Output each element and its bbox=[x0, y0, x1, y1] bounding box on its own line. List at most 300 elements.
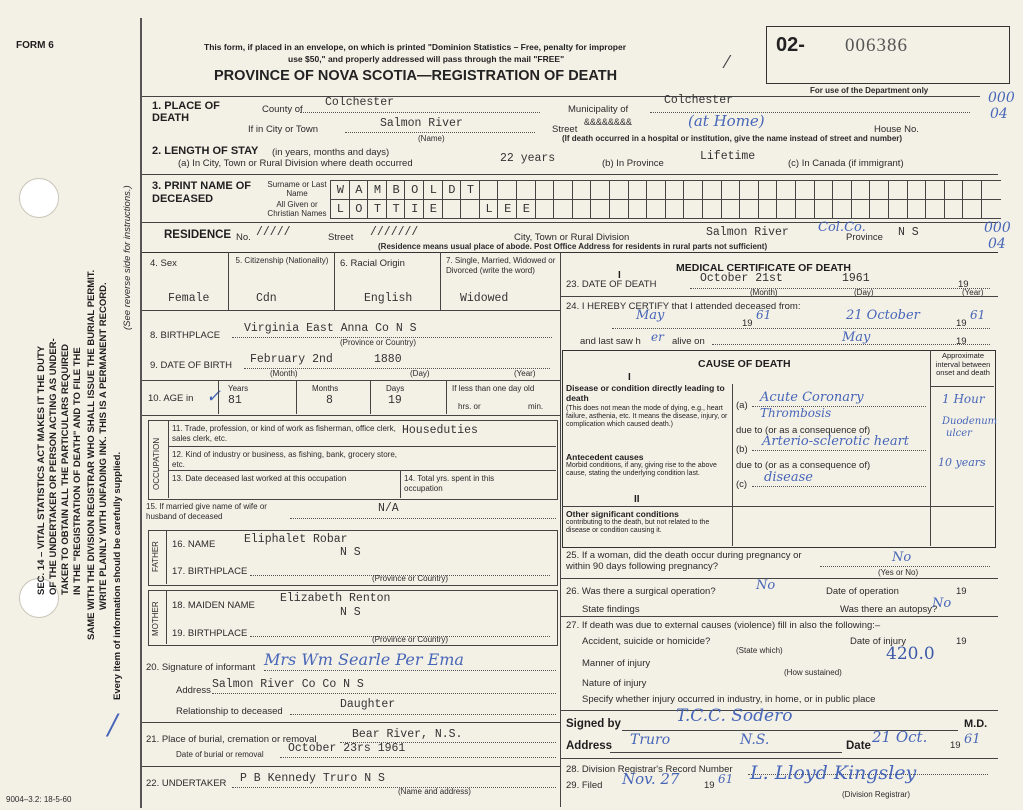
residence-code-2: 04 bbox=[988, 236, 1006, 252]
occupation-side-label: OCCUPATION bbox=[152, 437, 161, 490]
code-number: 420.0 bbox=[886, 644, 935, 664]
relationship-value: Daughter bbox=[340, 698, 396, 711]
mother-maiden-label: 18. MAIDEN NAME bbox=[172, 600, 255, 611]
physician-date: 21 Oct. bbox=[872, 728, 928, 746]
given-letter-cell bbox=[851, 199, 871, 219]
hours-label: hrs. or bbox=[458, 402, 481, 411]
state-which-caption: (State which) bbox=[736, 646, 783, 655]
date-operation-label: Date of operation bbox=[826, 586, 899, 597]
marital-status-label: 7. Single, Married, Widowed or Divorced (write the word) bbox=[446, 256, 556, 275]
dept-code-1: 000 bbox=[988, 90, 1015, 106]
dept-code-2: 04 bbox=[990, 106, 1008, 122]
given-letter-cell bbox=[442, 199, 462, 219]
residence-province-value: N S bbox=[898, 226, 919, 239]
rule bbox=[296, 380, 297, 414]
father-side-label: FATHER bbox=[151, 541, 160, 572]
street-handwritten: (at Home) bbox=[688, 112, 765, 130]
envelope-notice-2: use $50," and properly addressed will pass through the mail "FREE" bbox=[288, 54, 565, 64]
rule bbox=[560, 758, 998, 759]
rule bbox=[612, 328, 990, 329]
accident-label: Accident, suicide or homicide? bbox=[582, 636, 711, 647]
surname-letter-cell bbox=[869, 180, 889, 200]
given-letter-cell bbox=[460, 199, 480, 219]
given-letter-cell bbox=[869, 199, 889, 219]
date-operation-century: 19 bbox=[956, 586, 967, 597]
signed-by-label: Signed by bbox=[566, 718, 621, 730]
surname-letter-cell: O bbox=[404, 180, 424, 200]
racial-origin-label: 6. Racial Origin bbox=[340, 258, 405, 269]
county-label: County of bbox=[262, 104, 303, 115]
rule bbox=[142, 722, 560, 723]
md-label: M.D. bbox=[964, 718, 988, 730]
surname-letter-cell bbox=[888, 180, 908, 200]
pregnancy-question: 25. If a woman, did the death occur during pregnancy or within 90 days following pregnancy? bbox=[566, 550, 802, 572]
yes-no-caption: (Yes or No) bbox=[878, 568, 919, 577]
rule bbox=[930, 386, 994, 387]
surname-letter-cell bbox=[516, 180, 536, 200]
undertaker-value: P B Kennedy Truro N S bbox=[240, 772, 385, 785]
residence-city-label: City, Town or Rural Division bbox=[514, 232, 630, 243]
given-letter-cell bbox=[590, 199, 610, 219]
form-number: FORM 6 bbox=[16, 40, 54, 51]
given-letter-cell: E bbox=[423, 199, 443, 219]
date-of-death-century: 19 bbox=[958, 279, 969, 290]
side-line-3: TAKER TO OBTAIN ALL THE PARTICULARS REQUIRED bbox=[60, 343, 71, 595]
spouse-label: 15. If married give name of wife or husband of deceased bbox=[146, 502, 267, 521]
center-divider bbox=[560, 252, 561, 807]
rule bbox=[562, 506, 994, 507]
interval-header: Approximate interval between onset and death bbox=[935, 351, 991, 377]
record-number-label: 28. Division Registrar's Record Number bbox=[566, 764, 733, 775]
surname-letter-cell: T bbox=[460, 180, 480, 200]
disease-sub: (This does not mean the mode of dying, e.g., heart failure, asthenia, etc. It means the disease, injury, or complication which caused death.) bbox=[566, 405, 728, 428]
date-injury-century: 19 bbox=[956, 636, 967, 647]
surname-letter-cell bbox=[479, 180, 499, 200]
age-check-mark: ✓ bbox=[206, 386, 222, 407]
tick-mark: ⁄ bbox=[726, 52, 730, 72]
given-letter-cell: L bbox=[330, 199, 350, 219]
given-letter-cell bbox=[572, 199, 592, 219]
given-letter-cell bbox=[628, 199, 648, 219]
street-label: Street bbox=[552, 124, 578, 135]
given-letter-cell bbox=[776, 199, 796, 219]
given-letter-cell bbox=[981, 199, 1001, 219]
disease-label: Disease or condition directly leading to death bbox=[566, 383, 725, 403]
given-letter-cell bbox=[758, 199, 778, 219]
less-than-day-label: If less than one day old bbox=[452, 384, 535, 393]
informant-address-label: Address bbox=[176, 685, 211, 696]
pregnancy-answer: No bbox=[892, 550, 912, 565]
surname-letter-cell bbox=[609, 180, 629, 200]
residence-street-label: Street bbox=[328, 232, 354, 243]
residence-no-label: No. bbox=[236, 232, 251, 243]
pen-mark: / bbox=[108, 708, 118, 741]
surname-letter-cell bbox=[646, 180, 666, 200]
attended-to: 21 October bbox=[846, 308, 920, 323]
surname-letter-cell bbox=[702, 180, 722, 200]
rule bbox=[690, 288, 990, 289]
rule bbox=[400, 470, 401, 498]
dob-month-day: February 2nd bbox=[250, 353, 333, 366]
date-injury-label: Date of injury bbox=[850, 636, 906, 647]
surname-letter-cell bbox=[795, 180, 815, 200]
residence-code-1: 000 bbox=[984, 220, 1011, 236]
due-to-b: due to (or as a consequence of) bbox=[736, 460, 871, 471]
cause-a-interval: 1 Hour bbox=[942, 392, 985, 406]
alive-on-century: 19 bbox=[956, 336, 967, 347]
dob-month-caption: (Month) bbox=[270, 369, 298, 378]
registrar-signature: L. Lloyd Kingsley bbox=[750, 762, 917, 784]
physician-signature: T.C.C. Sodero bbox=[676, 706, 793, 726]
mother-ns: N S bbox=[340, 606, 361, 619]
given-letter-cell bbox=[944, 199, 964, 219]
informant-signature: Mrs Wm Searle Per Ema bbox=[264, 650, 464, 669]
informant-address-value: Salmon River Co Co N S bbox=[212, 678, 364, 691]
surname-letter-cell bbox=[721, 180, 741, 200]
surname-letter-cell bbox=[944, 180, 964, 200]
rule bbox=[280, 757, 556, 758]
certify-label: 24. I HEREBY CERTIFY that I attended deceased from: bbox=[566, 301, 801, 312]
rule bbox=[290, 518, 556, 519]
attended-to-century: 19 bbox=[956, 318, 967, 329]
registrar-caption: (Division Registrar) bbox=[842, 790, 911, 799]
cause-b-value: Arterio-sclerotic heart bbox=[762, 434, 910, 449]
occupation-q11-label: 11. Trade, profession, or kind of work as fisherman, office clerk, sales clerk, etc. bbox=[172, 424, 396, 443]
surname-letter-cell bbox=[758, 180, 778, 200]
rule bbox=[228, 252, 229, 310]
given-letter-cell bbox=[888, 199, 908, 219]
rule bbox=[168, 420, 169, 498]
age-years-label: Years bbox=[228, 384, 249, 393]
death-month-caption: (Month) bbox=[750, 288, 778, 297]
surname-letter-cell bbox=[851, 180, 871, 200]
house-number-label: House No. bbox=[874, 124, 919, 135]
surname-letter-cell bbox=[981, 180, 1001, 200]
surname-letter-cell bbox=[962, 180, 982, 200]
print-name-label: 3. PRINT NAME OF DECEASED bbox=[152, 180, 252, 205]
specify-label: Specify whether injury occurred in industry, in home, or in public place bbox=[582, 694, 876, 705]
undertaker-caption: (Name and address) bbox=[398, 787, 471, 796]
cause-b-interval-1: Duodenum bbox=[942, 416, 998, 427]
rule bbox=[752, 406, 926, 407]
rule bbox=[212, 693, 556, 694]
rule bbox=[218, 380, 219, 414]
surname-letter-cell bbox=[497, 180, 517, 200]
given-letter-cell: E bbox=[497, 199, 517, 219]
surname-letter-cell: L bbox=[423, 180, 443, 200]
print-code: 9004–3.2: 18-5-60 bbox=[6, 795, 72, 804]
rule bbox=[560, 296, 998, 297]
filed-century: 19 bbox=[704, 780, 715, 791]
stay-province-label: (b) In Province bbox=[602, 158, 664, 169]
mother-birthplace-caption: (Province or Country) bbox=[372, 635, 449, 644]
relationship-label: Relationship to deceased bbox=[176, 706, 283, 717]
surname-letter-cell bbox=[683, 180, 703, 200]
surgery-question: 26. Was there a surgical operation? bbox=[566, 586, 716, 597]
burial-date-value: October 23rs 1961 bbox=[288, 742, 406, 755]
surname-letter-cell bbox=[628, 180, 648, 200]
date-of-death-label: 23. DATE OF DEATH bbox=[566, 279, 657, 290]
side-line-8: (See reverse side for instructions.) bbox=[122, 185, 133, 330]
last-saw-label: and last saw h bbox=[580, 336, 641, 347]
roman-one-cause: I bbox=[628, 372, 631, 383]
rule bbox=[142, 174, 998, 175]
surname-letter-cell: W bbox=[330, 180, 350, 200]
rule bbox=[142, 310, 560, 311]
surname-letter-cell bbox=[739, 180, 759, 200]
given-letter-cell bbox=[814, 199, 834, 219]
given-letter-cell: T bbox=[367, 199, 387, 219]
surname-letter-cell bbox=[590, 180, 610, 200]
physician-address-province: N.S. bbox=[740, 732, 770, 748]
rule bbox=[560, 616, 998, 617]
age-label: 10. AGE in bbox=[148, 393, 194, 404]
father-birthplace-caption: (Province or Country) bbox=[372, 574, 449, 583]
given-letter-cell bbox=[702, 199, 722, 219]
rule bbox=[446, 380, 447, 414]
external-causes-label: 27. If death was due to external causes (violence) fill in also the following:– bbox=[566, 620, 881, 631]
rule bbox=[712, 344, 990, 345]
due-to-a: due to (or as a consequence of) bbox=[736, 425, 871, 436]
dob-year: 1880 bbox=[374, 353, 402, 366]
rule bbox=[370, 380, 371, 414]
attended-from-century: 19 bbox=[742, 318, 753, 329]
physician-date-year: 61 bbox=[964, 732, 981, 747]
roman-two: II bbox=[634, 494, 640, 505]
punch-hole-top bbox=[19, 178, 59, 218]
rule bbox=[168, 446, 556, 447]
rule bbox=[166, 590, 167, 644]
registration-prefix: 02- bbox=[776, 34, 805, 56]
mother-side-label: MOTHER bbox=[151, 601, 160, 636]
rule bbox=[264, 670, 556, 671]
dob-day-caption: (Day) bbox=[410, 369, 430, 378]
stay-canada-label: (c) In Canada (if immigrant) bbox=[788, 158, 904, 169]
side-line-7: Every item of information should be carefully supplied. bbox=[112, 451, 123, 700]
stay-province-value: Lifetime bbox=[700, 150, 756, 163]
physician-address-label: Address bbox=[566, 740, 613, 752]
given-letter-cell: O bbox=[349, 199, 369, 219]
surname-letter-cell bbox=[665, 180, 685, 200]
surname-letter-cell bbox=[907, 180, 927, 200]
residence-city-value: Salmon River bbox=[706, 226, 789, 239]
rule bbox=[142, 222, 998, 223]
birthplace-value: Virginia East Anna Co N S bbox=[244, 322, 417, 335]
spouse-value: N/A bbox=[378, 502, 399, 515]
given-letter-cell bbox=[925, 199, 945, 219]
given-letter-cell bbox=[609, 199, 629, 219]
age-months-label: Months bbox=[312, 384, 339, 393]
medical-certificate-title: MEDICAL CERTIFICATE OF DEATH bbox=[676, 262, 851, 274]
surname-letter-cell bbox=[832, 180, 852, 200]
given-letter-cell bbox=[962, 199, 982, 219]
given-letter-cell: I bbox=[404, 199, 424, 219]
surname-letter-cell bbox=[535, 180, 555, 200]
given-letter-cell bbox=[907, 199, 927, 219]
county-value: Colchester bbox=[325, 96, 395, 109]
given-letter-cell bbox=[721, 199, 741, 219]
cause-b-interval-3: 10 years bbox=[938, 456, 986, 469]
alive-on-label: alive on bbox=[672, 336, 705, 347]
antecedent-sub: Morbid conditions, if any, giving rise to the above cause, stating the underlying condition last. bbox=[566, 462, 717, 477]
occupation-q13-label: 13. Date deceased last worked at this occupation bbox=[172, 474, 347, 483]
physician-date-century: 19 bbox=[950, 740, 961, 751]
marital-status-value: Widowed bbox=[460, 292, 509, 305]
attended-from-year: 61 bbox=[756, 308, 772, 322]
rule bbox=[440, 252, 441, 310]
citizenship-label: 5. Citizenship (Nationality) bbox=[235, 256, 329, 265]
residence-note: (Residence means usual place of abode. Post Office Address for residents in rural parts not sufficient) bbox=[378, 242, 768, 251]
filed-date: Nov. 27 bbox=[622, 770, 680, 788]
given-names-label: All Given or Christian Names bbox=[267, 200, 327, 218]
place-of-death-label: 1. PLACE OF DEATH bbox=[152, 100, 220, 124]
municipality-label: Municipality of bbox=[568, 104, 629, 115]
antecedent-label: Antecedent causes bbox=[566, 452, 644, 462]
side-line-1: SEC. 14 – VITAL STATISTICS ACT MAKES IT THE DUTY bbox=[36, 345, 47, 595]
given-letter-cell bbox=[795, 199, 815, 219]
rule bbox=[930, 350, 931, 546]
name-caption: (Name) bbox=[418, 134, 445, 143]
municipality-value: Colchester bbox=[664, 94, 734, 107]
other-conditions-sub: contributing to the death, but not related to the disease or condition causing it. bbox=[566, 519, 710, 534]
age-days-label: Days bbox=[386, 384, 405, 393]
given-letter-cell bbox=[553, 199, 573, 219]
rule bbox=[610, 752, 842, 753]
rule bbox=[300, 112, 540, 113]
sex-value: Female bbox=[168, 292, 210, 305]
cause-a-label: (a) bbox=[736, 400, 748, 411]
father-name-label: 16. NAME bbox=[172, 539, 216, 550]
nature-label: Nature of injury bbox=[582, 678, 647, 689]
given-letter-cell: L bbox=[479, 199, 499, 219]
racial-origin-value: English bbox=[364, 292, 413, 305]
death-day-caption: (Day) bbox=[854, 288, 874, 297]
length-of-stay-sub: (in years, months and days) bbox=[272, 147, 390, 158]
occupation-q14-label: 14. Total yrs. spent in this occupation bbox=[404, 474, 495, 493]
cause-b-interval-2: ulcer bbox=[946, 428, 972, 439]
undertaker-label: 22. UNDERTAKER bbox=[146, 778, 227, 789]
attended-to-year: 61 bbox=[970, 308, 986, 322]
minutes-label: min. bbox=[528, 402, 544, 411]
informant-signature-label: 20. Signature of informant bbox=[146, 662, 256, 673]
death-year-caption: (Year) bbox=[962, 288, 984, 297]
cause-c-value: disease bbox=[764, 470, 813, 485]
residence-label: RESIDENCE bbox=[164, 229, 232, 241]
surname-letter-cell bbox=[925, 180, 945, 200]
stay-city-value: 22 years bbox=[500, 152, 556, 165]
filed-label: 29. Filed bbox=[566, 780, 603, 791]
rule bbox=[560, 578, 998, 579]
age-days-value: 19 bbox=[388, 394, 402, 407]
rule bbox=[166, 530, 167, 584]
residence-street-value: /////// bbox=[370, 226, 419, 239]
how-sustained-caption: (How sustained) bbox=[784, 668, 842, 677]
given-letter-cell bbox=[646, 199, 666, 219]
city-town-label: If in City or Town bbox=[248, 124, 319, 135]
date-of-death-year: 1961 bbox=[842, 272, 870, 285]
dob-year-caption: (Year) bbox=[514, 369, 536, 378]
surname-letter-cell: B bbox=[386, 180, 406, 200]
rule bbox=[752, 450, 926, 451]
birthplace-caption: (Province or Country) bbox=[340, 338, 417, 347]
age-years-value: 81 bbox=[228, 394, 242, 407]
given-letter-cell bbox=[832, 199, 852, 219]
surname-letter-cell: A bbox=[349, 180, 369, 200]
father-birthplace-label: 17. BIRTHPLACE bbox=[172, 566, 248, 577]
attended-from: May bbox=[636, 308, 665, 323]
father-name-value: Eliphalet Robar bbox=[244, 533, 348, 546]
autopsy-question: Was there an autopsy? bbox=[840, 604, 938, 615]
burial-place-label: 21. Place of burial, cremation or removal bbox=[146, 734, 317, 745]
side-line-2: OF THE UNDERTAKER OR PERSON ACTING AS UNDER- bbox=[48, 338, 59, 595]
alive-on-date: May bbox=[842, 330, 871, 345]
surname-letter-cell: M bbox=[367, 180, 387, 200]
burial-date-label: Date of burial or removal bbox=[176, 750, 264, 759]
sex-label: 4. Sex bbox=[150, 258, 177, 269]
rule bbox=[334, 252, 335, 310]
cause-b-label: (b) bbox=[736, 444, 748, 455]
mother-birthplace-label: 19. BIRTHPLACE bbox=[172, 628, 248, 639]
surname-letter-cell: D bbox=[442, 180, 462, 200]
rule bbox=[290, 714, 556, 715]
rule bbox=[752, 486, 926, 487]
envelope-notice-1: This form, if placed in an envelope, on which is printed "Dominion Statistics – Free, penalty for improper bbox=[204, 42, 627, 52]
side-line-4: IN THE "REGISTRATION OF DEATH" AND TO FILE THE bbox=[72, 347, 83, 595]
given-letter-cell bbox=[739, 199, 759, 219]
manner-label: Manner of injury bbox=[582, 658, 651, 669]
other-conditions-label: Other significant conditions bbox=[566, 509, 679, 519]
surname-letter-cell bbox=[814, 180, 834, 200]
father-ns: N S bbox=[340, 546, 361, 559]
cause-c-label: (c) bbox=[736, 479, 748, 490]
given-letter-cell bbox=[683, 199, 703, 219]
last-saw-pronoun: er bbox=[651, 330, 664, 344]
side-line-6: WRITE PLAINLY WITH UNFADING INK. THIS IS A PERMANENT RECORD. bbox=[98, 282, 109, 610]
surname-letter-cell bbox=[553, 180, 573, 200]
form-title: PROVINCE OF NOVA SCOTIA—REGISTRATION OF DEATH bbox=[214, 68, 618, 84]
cause-of-death-title: CAUSE OF DEATH bbox=[698, 358, 791, 370]
rule bbox=[345, 132, 535, 133]
hospital-note: (If death occurred in a hospital or institution, give the name instead of street and number) bbox=[562, 134, 903, 143]
occupation-q11-value: Houseduties bbox=[402, 424, 478, 437]
surname-letter-cell bbox=[572, 180, 592, 200]
autopsy-answer: No bbox=[932, 596, 952, 611]
surgery-answer: No bbox=[756, 578, 776, 593]
given-letter-cell bbox=[535, 199, 555, 219]
rule bbox=[168, 470, 556, 471]
rule bbox=[732, 384, 733, 546]
roman-one: I bbox=[618, 270, 621, 281]
length-of-stay-label: 2. LENGTH OF STAY bbox=[152, 145, 259, 157]
rule bbox=[820, 566, 990, 567]
given-letter-cell: E bbox=[516, 199, 536, 219]
side-line-5: SAME WITH THE DIVISION REGISTRAR WHO SHALL ISSUE THE BURIAL PERMIT. bbox=[86, 269, 97, 640]
occupation-q12-label: 12. Kind of industry or business, as fishing, bank, grocery store, etc. bbox=[172, 450, 398, 469]
cause-a-value: Acute Coronary bbox=[760, 390, 864, 405]
burial-place-value: Bear River, N.S. bbox=[352, 728, 463, 741]
birthplace-label: 8. BIRTHPLACE bbox=[150, 330, 221, 341]
mother-maiden-value: Elizabeth Renton bbox=[280, 592, 391, 605]
surname-letter-cell bbox=[776, 180, 796, 200]
filed-year: 61 bbox=[718, 772, 734, 786]
dob-label: 9. DATE OF BIRTH bbox=[150, 360, 232, 371]
citizenship-value: Cdn bbox=[256, 292, 277, 305]
rule bbox=[142, 766, 560, 767]
date-of-death-month-day: October 21st bbox=[700, 272, 783, 285]
residence-no-value: ///// bbox=[256, 226, 291, 239]
cause-a-value-2: Thrombosis bbox=[760, 406, 832, 420]
rule bbox=[232, 787, 556, 788]
